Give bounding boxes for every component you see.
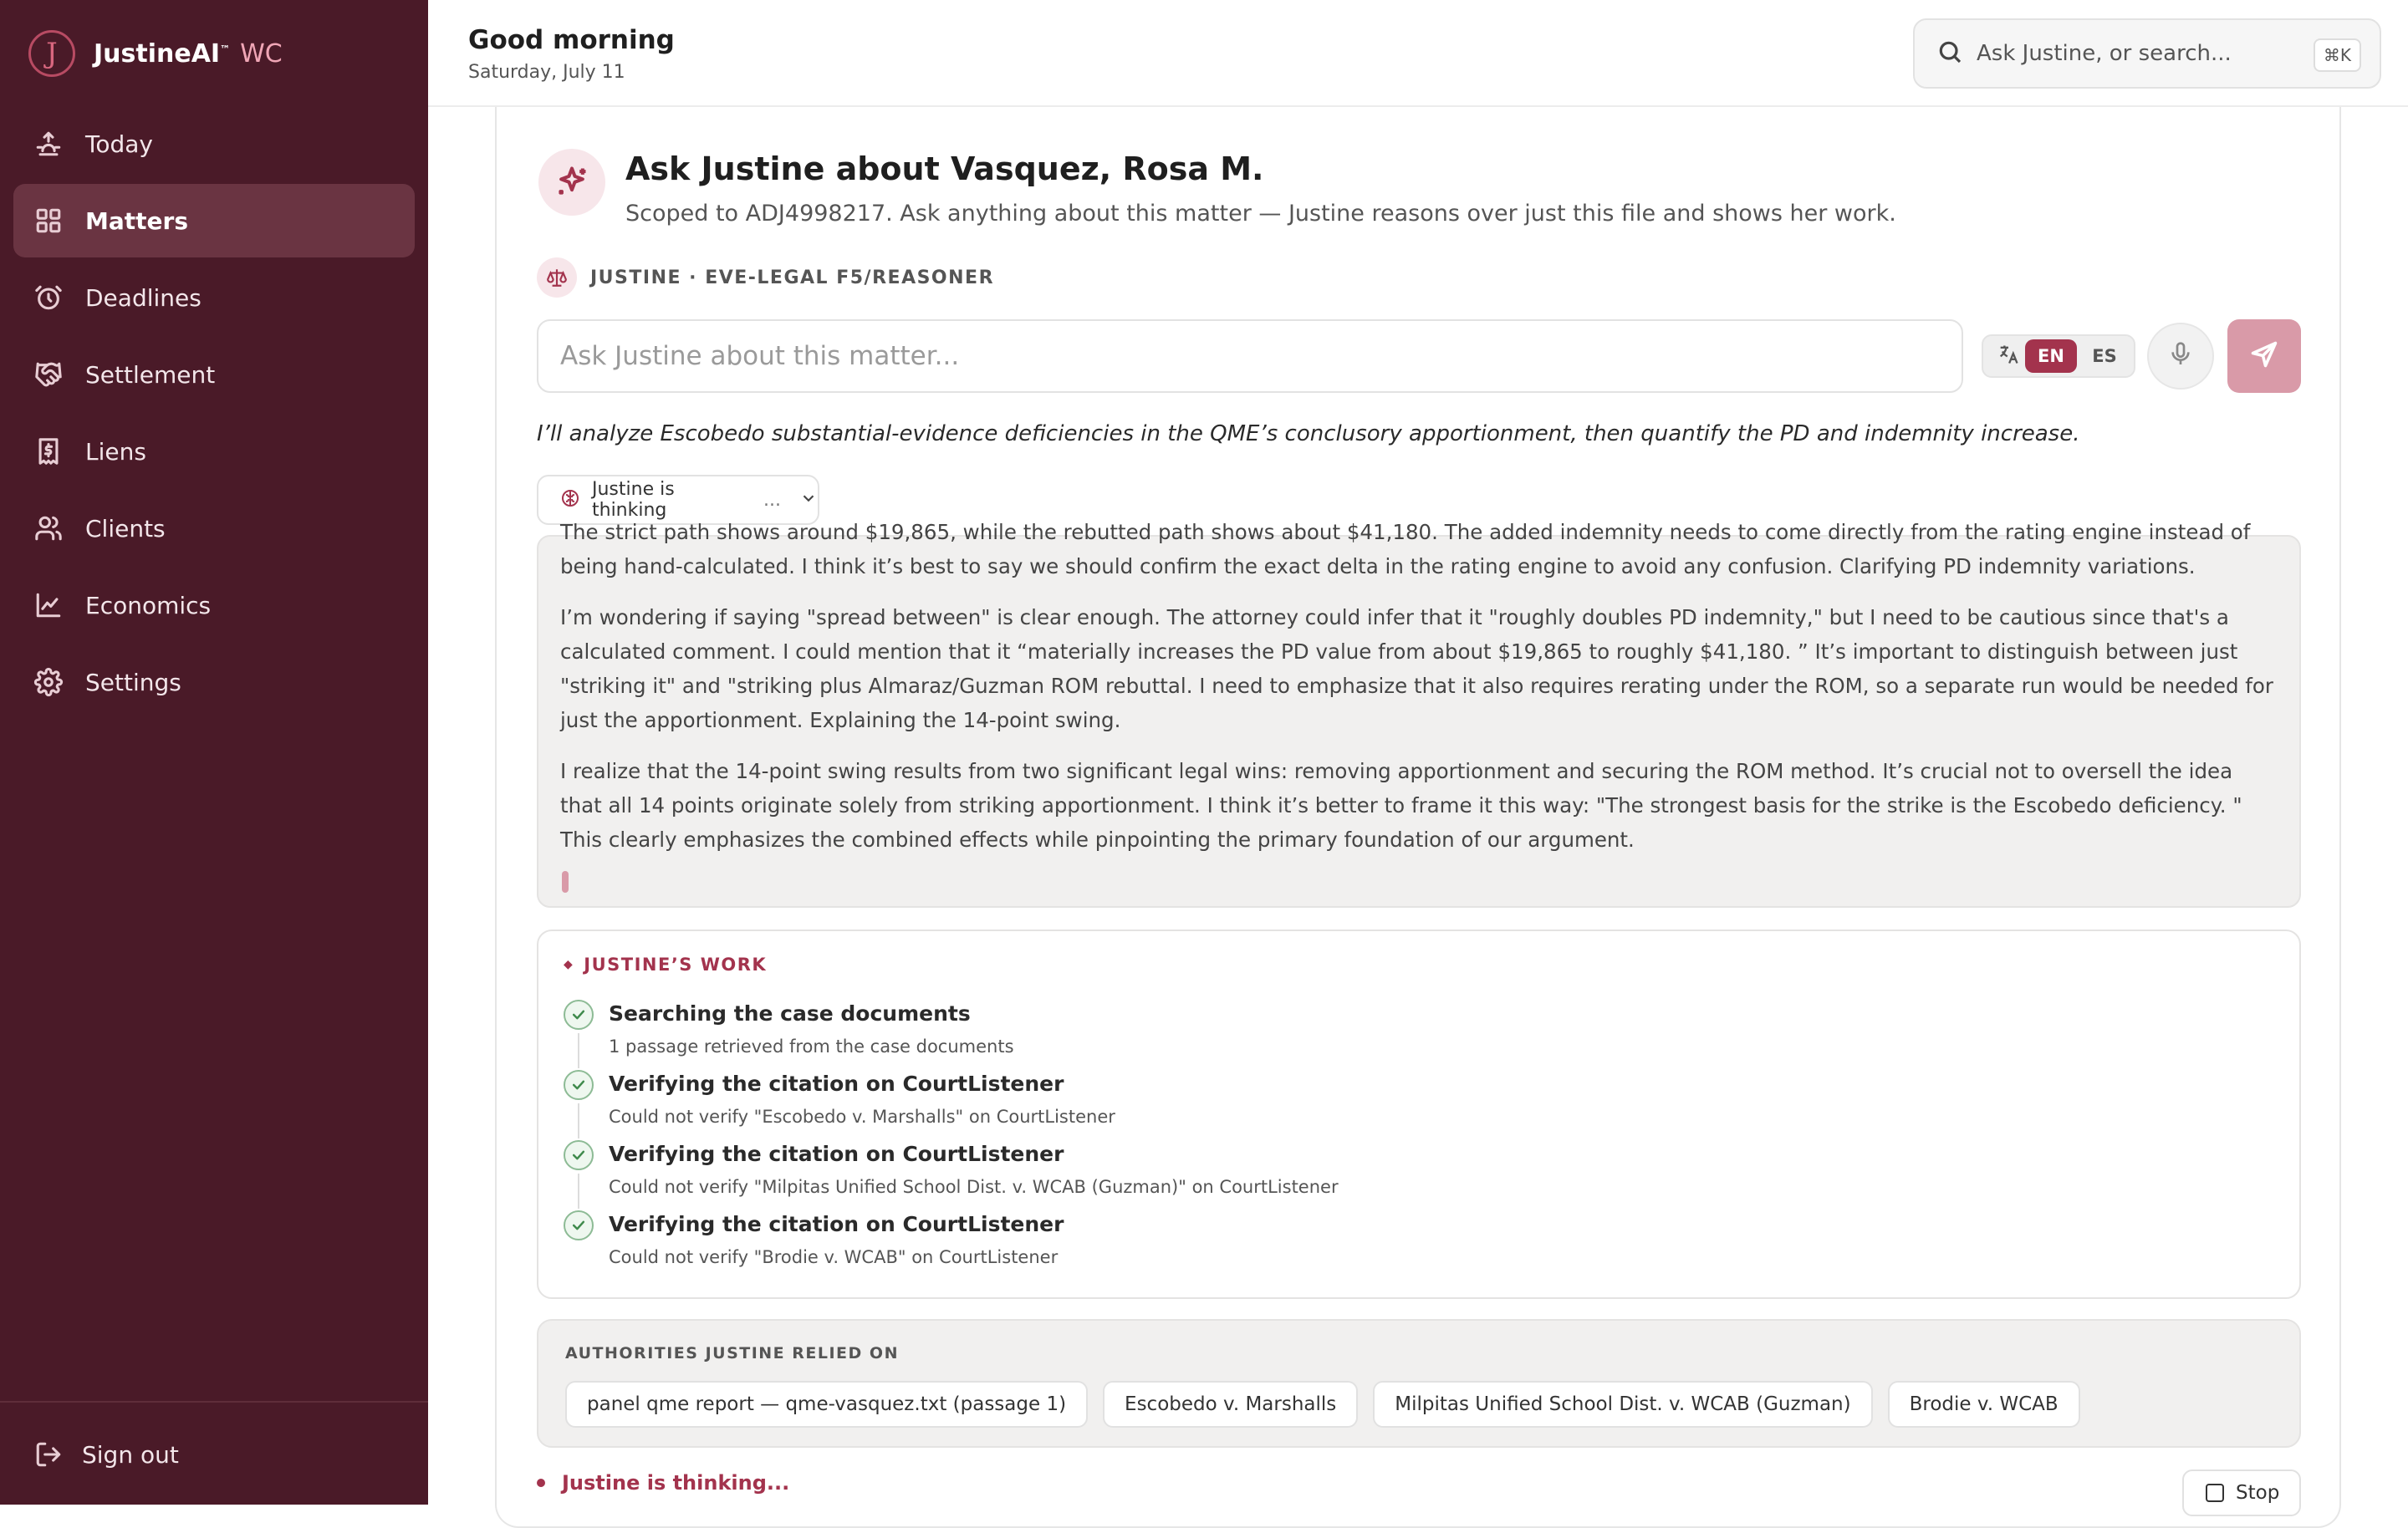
authority-chip[interactable]: Brodie v. WCAB bbox=[1888, 1381, 2080, 1428]
sidebar-item-label: Economics bbox=[85, 591, 212, 619]
sidebar bbox=[0, 0, 428, 1505]
translate-icon bbox=[1997, 343, 2020, 369]
search-icon bbox=[1936, 38, 1963, 69]
brain-icon bbox=[560, 488, 580, 512]
send-icon bbox=[2249, 339, 2279, 373]
authority-chip[interactable]: panel qme report — qme-vasquez.txt (passage 1) bbox=[565, 1381, 1088, 1428]
sidebar-item-today[interactable] bbox=[13, 107, 415, 181]
brand-name: JustineAI™ bbox=[94, 38, 231, 69]
thinking-dots: ... bbox=[763, 489, 782, 511]
sidebar-item-label: Settings bbox=[85, 668, 181, 696]
brand[interactable] bbox=[28, 28, 283, 79]
grid-icon bbox=[33, 206, 64, 236]
reasoning-paragraph: I’m wondering if saying "spread between" is clear enough. The attorney could infer that it "roughly doubles PD indemnity," but I need to be cautious since that's a calculated comment. I could mention that it “materially increases the PD value from about $19,865 to roughly $41,180. ” It’s important to distinguish between just "striking it" and "striking plus Almaraz/Guzman ROM rebuttal. I need to emphasize that it also requires rerating under the ROM, so a separate run would be needed for just the apportionment. Explaining the 14-point swing. bbox=[560, 605, 2273, 732]
sidebar-item-deadlines[interactable] bbox=[13, 261, 415, 334]
sidebar-item-economics[interactable] bbox=[13, 568, 415, 642]
authorities-panel bbox=[537, 1319, 2301, 1448]
search-shortcut: ⌘K bbox=[2314, 38, 2361, 72]
step-connector bbox=[578, 1103, 579, 1138]
reasoning-panel[interactable] bbox=[537, 520, 2301, 908]
sunrise-icon bbox=[33, 129, 64, 159]
authority-chip[interactable]: Escobedo v. Marshalls bbox=[1103, 1381, 1358, 1428]
step-title: Verifying the citation on CourtListener bbox=[609, 1142, 1064, 1166]
streaming-cursor bbox=[562, 871, 569, 893]
sidebar-item-label: Deadlines bbox=[85, 283, 202, 312]
sign-out-icon bbox=[33, 1439, 64, 1469]
step-connector bbox=[578, 1174, 579, 1209]
status-dot bbox=[537, 1479, 545, 1487]
sidebar-item-label: Clients bbox=[85, 514, 166, 542]
sidebar-item-matters[interactable] bbox=[13, 184, 415, 257]
microphone-icon bbox=[2167, 341, 2194, 371]
lang-en-button[interactable]: EN bbox=[2025, 339, 2077, 373]
sidebar-item-label: Settlement bbox=[85, 360, 216, 389]
plan-text: I’ll analyze Escobedo substantial-evidence deficiencies in the QME’s conclusory apportionment, then quantify the PD and indemnity increase. bbox=[537, 421, 2080, 446]
language-toggle[interactable] bbox=[1982, 334, 2135, 378]
sidebar-item-settlement[interactable] bbox=[13, 338, 415, 411]
check-icon bbox=[564, 1210, 594, 1240]
stop-label: Stop bbox=[2236, 1482, 2280, 1504]
gear-icon bbox=[33, 667, 64, 697]
sidebar-item-settings[interactable] bbox=[13, 645, 415, 719]
justine-work-panel bbox=[537, 930, 2301, 1299]
alarm-clock-icon bbox=[33, 283, 64, 313]
reasoning-paragraph: I realize that the 14-point swing results from two significant legal wins: removing apportionment and securing the ROM method. It’s crucial not to oversell the idea that all 14 points originate solely from striking apportionment. I think it’s better to frame it this way: "The strongest basis for the strike is the Escobedo deficiency. " This clearly emphasizes the combined effects while pinpointing the primary foundation of our argument. bbox=[560, 759, 2242, 852]
chevron-down-icon bbox=[799, 489, 818, 511]
logo-icon: J bbox=[28, 30, 75, 77]
status-text: Justine is thinking... bbox=[562, 1471, 790, 1495]
greeting: Good morning bbox=[468, 25, 675, 55]
dollar-receipt-icon bbox=[33, 436, 64, 466]
handshake-icon bbox=[33, 359, 64, 390]
card-title: Ask Justine about Vasquez, Rosa M. bbox=[625, 150, 1264, 187]
check-icon bbox=[564, 1140, 594, 1170]
authority-chip[interactable]: Milpitas Unified School Dist. v. WCAB (Guzman) bbox=[1373, 1381, 1872, 1428]
sidebar-item-label: Matters bbox=[85, 206, 188, 235]
stop-icon bbox=[2206, 1484, 2224, 1502]
thinking-status bbox=[537, 1471, 789, 1495]
line-chart-icon bbox=[33, 590, 64, 620]
step-detail: Could not verify "Brodie v. WCAB" on CourtListener bbox=[609, 1247, 1059, 1267]
sparkle-icon bbox=[538, 149, 605, 216]
users-icon bbox=[33, 513, 64, 543]
authorities-header: AUTHORITIES JUSTINE RELIED ON bbox=[565, 1344, 899, 1362]
sidebar-nav bbox=[13, 107, 415, 722]
ask-justine-card bbox=[495, 107, 2341, 1528]
reasoning-text bbox=[560, 515, 2279, 874]
step-title: Verifying the citation on CourtListener bbox=[609, 1212, 1064, 1236]
lang-es-button[interactable]: ES bbox=[2092, 346, 2117, 366]
ask-input[interactable] bbox=[560, 341, 1898, 371]
thinking-label: Justine is thinking bbox=[592, 479, 675, 521]
brand-suffix: WC bbox=[240, 38, 283, 69]
scales-icon bbox=[537, 257, 577, 298]
search-input[interactable] bbox=[1977, 41, 2294, 66]
step-connector bbox=[578, 1033, 579, 1068]
model-label: JUSTINE · EVE-LEGAL F5/REASONER bbox=[590, 267, 995, 288]
send-button[interactable] bbox=[2227, 319, 2301, 393]
step-title: Searching the case documents bbox=[609, 1001, 971, 1026]
check-icon bbox=[564, 1070, 594, 1100]
sidebar-item-label: Today bbox=[85, 130, 153, 158]
sidebar-item-clients[interactable] bbox=[13, 492, 415, 565]
step-detail: Could not verify "Milpitas Unified School Dist. v. WCAB (Guzman)" on CourtListener bbox=[609, 1177, 1339, 1197]
authority-chips bbox=[565, 1381, 2095, 1428]
check-icon bbox=[564, 1000, 594, 1030]
ask-box[interactable] bbox=[537, 319, 1963, 393]
sign-out-button[interactable] bbox=[33, 1431, 179, 1478]
sidebar-item-liens[interactable] bbox=[13, 415, 415, 488]
diamond-icon: ◆ bbox=[564, 958, 574, 971]
step-detail: Could not verify "Escobedo v. Marshalls" on CourtListener bbox=[609, 1107, 1115, 1127]
step-detail: 1 passage retrieved from the case documents bbox=[609, 1036, 1014, 1057]
top-header bbox=[428, 0, 2408, 107]
global-search[interactable] bbox=[1913, 18, 2381, 89]
current-date: Saturday, July 11 bbox=[468, 62, 625, 83]
reasoning-paragraph: The strict path shows around $19,865, while the rebutted path shows about $41,180. The added indemnity needs to come directly from the rating engine instead of being hand-calculated. I think it’s best to say we should confirm the exact delta in the rating engine to avoid any confusion. Clarifying PD indemnity variations. bbox=[560, 520, 2251, 578]
sidebar-divider bbox=[0, 1401, 428, 1403]
model-row bbox=[537, 257, 994, 298]
sidebar-item-label: Liens bbox=[85, 437, 146, 466]
step-title: Verifying the citation on CourtListener bbox=[609, 1072, 1064, 1096]
sign-out-label: Sign out bbox=[82, 1440, 179, 1469]
stop-button[interactable] bbox=[2182, 1469, 2301, 1516]
card-subtitle: Scoped to ADJ4998217. Ask anything about this matter — Justine reasons over just this file and shows her work. bbox=[625, 201, 1896, 227]
work-header: ◆ JUSTINE’S WORK bbox=[564, 955, 768, 975]
microphone-button[interactable] bbox=[2147, 323, 2214, 390]
